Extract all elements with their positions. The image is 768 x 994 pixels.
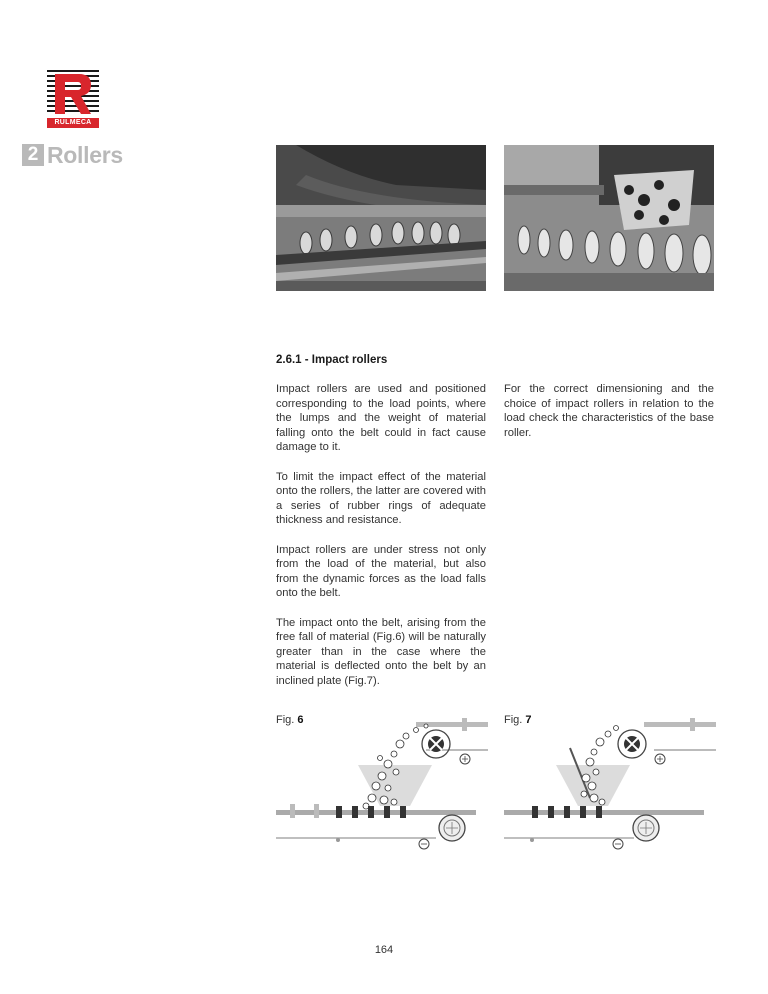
figure-6-free-fall-diagram — [276, 714, 488, 854]
paragraph: Impact rollers are used and positioned corresponding to the load points, where the lumps and the weight of material falling onto the belt could in fact cause damage to it. — [276, 383, 486, 454]
figure-number: 7 — [525, 714, 532, 726]
figure-7-label — [504, 714, 532, 726]
subsection-heading: 2.6.1 - Impact rollers — [276, 354, 388, 366]
brand-name: RULMECA — [47, 118, 99, 128]
paragraph: For the correct dimensioning and the choice of impact rollers in relation to the load check the characteristics of the base roller. — [504, 383, 714, 439]
right-text-column — [504, 382, 714, 455]
impact-rollers-photo-left — [276, 145, 486, 291]
impact-rollers-photo-right — [504, 145, 714, 291]
paragraph: To limit the impact effect of the material onto the rollers, the latter are covered with a series of rubber rings of adequate thickness and resistance. — [276, 470, 486, 527]
rulmeca-logo — [47, 70, 99, 128]
section-title: Rollers — [47, 141, 123, 168]
paragraph: Impact rollers are under stress not only from the load of the material, but also from the dynamic forces as the load falls onto the belt. — [276, 543, 486, 600]
page-number: 164 — [374, 944, 394, 956]
paragraph: The impact onto the belt, arising from the free fall of material (Fig.6) will be naturally greater than in the case where the material is deflected onto the belt by an inclined plate (Fig.7). — [276, 616, 486, 687]
section-heading — [22, 141, 123, 169]
r-mark-icon — [51, 72, 95, 116]
figure-prefix: Fig. — [504, 714, 523, 726]
figure-7-inclined-plate-diagram — [504, 714, 716, 854]
left-text-column — [276, 382, 486, 703]
figure-6-label — [276, 714, 304, 726]
section-number: 2 — [22, 144, 44, 166]
figure-prefix: Fig. — [276, 714, 295, 726]
figure-number: 6 — [297, 714, 304, 726]
